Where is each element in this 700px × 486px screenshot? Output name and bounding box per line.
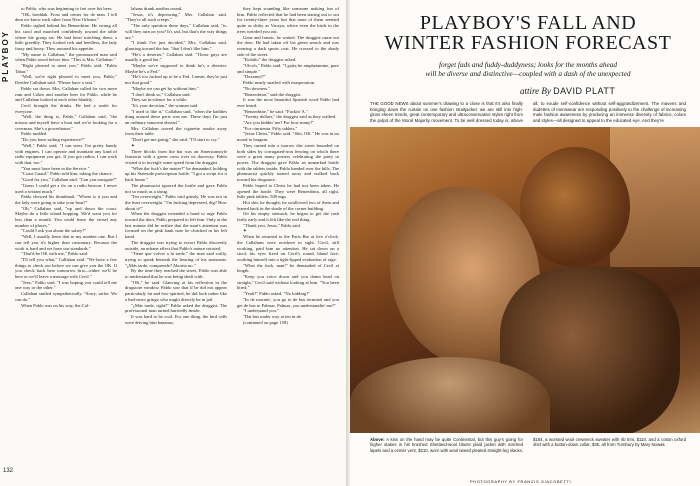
story-paragraph: They turned into a narrow dirt street bounded on both sides by corrugated-iron fencing on which there were a great many posters celebrating the party in power. The druggist gave Pablo an unmarked bottle with the tablets inside. Pablo handed over the bills. The pharmacist quickly turned away and walked back toward his drugstore. [237,142,339,183]
story-paragraph: "Twenty dollars," the druggist said as they walked. [243,114,337,120]
story-paragraph: "You must have been in the Service." [21,165,90,171]
story-paragraph: Gene and frantic, he waited. The druggist came out the door. He had taken off his green smock and was wearing a dark sports coat. He crossed to the shady side of the street. [237,34,339,57]
story-paragraph: On his empty stomach, he began to get the rush fairly early and it felt like the real thing. [237,211,339,223]
deck [370,60,686,78]
deck-line-2: will be diverse and distinctive—coupled with a dash of the unexpected [425,69,631,78]
story-paragraph: "OK," he said. Glancing at his reflection in the drugstore window, Pablo saw that if he did not appear particularly fat and low-spirited, he did look rather like a bad-news gringo who might directly be in jail. [125,279,227,302]
story-paragraph: "Coast Guard," Pablo told him, taking the chance. [21,171,113,177]
story-paragraph: "Jesus, it's depressing," Mrs. Callahan said. "They're all such creeps." [125,11,227,23]
story-paragraph: "What the fuck, man!" he demanded of Cecil at length. [237,262,339,274]
headline-line-2: WINTER FASHION FORECAST [384,32,672,54]
story-paragraph: "I think I've just decided," Mrs. Callahan said, glancing toward the bar, "that I don't like him." [125,40,227,51]
story-paragraph: "Guess I could get a fix on a radio beacon. I never used a sextant much." [15,182,117,194]
story-paragraph: ✦ [131,142,135,148]
story-paragraph: "I don't think so," Callahan said. [131,91,191,97]
photo-caption [370,437,686,453]
story-paragraph: "Well, the thing is, Pablo," Callahan said, "the missus and myself have a boat and we're looking for a crewman. She's a powerhouse." [15,114,117,131]
story-paragraph: "Benzedrina," said the druggist. [243,91,302,97]
story-paragraph: to Pablo, who was beginning to fret over his beer. [21,6,113,11]
story-paragraph: "For cincuenta. Fifty tablets." [243,125,298,131]
story-paragraph: "Oh," Callahan said, "up and down the coast. Maybe do a little island hopping. We'd want you for less than a month. You could leave the vessel any number of places." [15,205,117,228]
story-column-2 [125,6,227,478]
story-paragraph: It was hard to be cool. For one thing, the bird calls were driving him bananas; [125,313,227,325]
story-paragraph: "He's too fucked up to be a Fed. I mean, they're just not that good." [125,74,227,86]
story-paragraph: Pablo sighed behind his Benzedrine. He swung all his stool and marched confidently toward the table where the group sat. He had been watching them, a little greedily. They looked rich and heedless, the lady fussy and bossy. They aroused his appetite. [15,23,117,51]
story-paragraph: "Uh-oh," Pablo said. "I gotta be amphetamine, pure and simple." [237,63,339,74]
story-paragraph: "What the fuck's the matter?" he demanded, holding up his Stateside prescription bottle. "I got a script for it back home." [125,165,227,183]
headline-line-1: PLAYBOY'S FALL AND [419,12,637,34]
story-paragraph: "That'd be OK with me," Pablo said. [21,251,89,257]
caption-paragraph [370,437,686,453]
story-paragraph: Hot shit, he thought; he swallowed two of them and leaned back in the shade of the corner building. [237,199,339,211]
story-paragraph: Three blocks from the bar was an Americanstyle farmacia with a green cross over its doorway. Pablo visited it to inveigle some speed from the druggist. [125,148,227,165]
story-paragraph: They sat in silence for a while. [131,97,188,103]
story-paragraph: "Do you have sailing experience?" [21,137,85,143]
intro-text [370,101,686,123]
story-paragraph: "Dexamyl?" [243,74,266,80]
caption-lead: Above: [370,437,385,442]
story-paragraph: ✦ [243,228,247,234]
deck-line-1: forget fads and fuddy-duddyness; looks for the months ahead [438,60,618,69]
story-paragraph: "It's your decision," the woman said. [131,102,199,108]
story-paragraph: By the time they reached the street, Pablo was able to understand that he was being dealt with. [125,268,227,280]
story-paragraph: lahans drank another round. [131,6,183,11]
photo-head-man [520,147,630,267]
story-paragraph: "My name is Callahan," the pronounced man said when Pablo stood before him. "This is Mrs. Callahan." [15,51,117,63]
story-paragraph: When Pablo was on his way, the Cal- [21,302,90,308]
story-paragraph: "Maybe we can get by without him." [131,85,199,91]
byline [520,86,680,96]
story-paragraph: (continued on page 158) [243,319,288,325]
story-paragraph: "I understand you." [243,308,279,314]
side-label: PLAYBOY [1,30,10,82]
story-paragraph: "Tiene que volver a la tarde," the man said softly, trying to speak beneath the hearing of his assistants. "¿Más tarde, comprende? Ahorita no." [125,251,227,268]
story-paragraph: Mrs. Callahan waved the cigarette smoke away from their table. [125,125,227,137]
story-paragraph: The pharmacist ignored the bottle and gave Pablo not so much as a shrug. [125,182,227,194]
headline [370,13,686,53]
story-paragraph: It was the most beautiful Spanish word Pablo had ever heard. [237,97,339,108]
story-paragraph: "Well, we're right pleased to meet you, Pablo," Deedee Callahan said. "Please have a seat." [15,74,117,86]
story-paragraph: "Could I ask you about the salary?" [21,228,87,234]
story-paragraph: Pablo sat down. Mrs. Callahan called for two more rum and Cokes and another beer for Pablo, while he and Callahan looked at each other blankly. [15,85,117,103]
fashion-photo [350,127,700,433]
story-paragraph: "Keep you voice down and you damn head on straight," Cecil said without looking at him. "You been hired." [237,274,339,291]
story-paragraph: "Don't get me going," she said. "I'll start to cry." [131,137,220,143]
story-paragraph: they kept sounding like someone making fun of him. Pablo reflected that he had been staring out to sea for twenty-three years but that none of them seemed quite as shitty as Vacaya, where even the birds in the trees weirded you out. [237,6,339,34]
page-number: 132 [3,468,14,474]
story-column-1 [15,6,117,478]
story-paragraph: "Right pleased to meet you," Pablo said. "Pablo Tabor." [15,63,117,74]
story-paragraph: "Thank you, Jesus," Pablo said. [243,222,301,228]
story-paragraph: "OK, breddah. Frost and center for de man. I tell dem we know each other from New Orleans." [15,11,117,23]
story-paragraph: "I'm overweight," Pablo said grimly. He was not in the least overweight. "I'm fucking depressed, dig? How about it?" [125,194,227,211]
story-paragraph: "Well, I usually leave that to my number one. But I can tell you it's higher than customary. Because the work is hard and we have our standards." [15,234,117,251]
story-paragraph: When he returned to the Paris Bar at five o'clock, the Callahans were nowhere in sight. Cecil, still working, paid him no attention. He sat down on a stool, his eyes fixed on Cecil's round, bland face, working himself into a tight-lipped evaluation of rage. [237,234,339,262]
story-paragraph: "The only question these days," Callahan said, "is, will they turn on you? It's sad, but that's the way things are." [125,23,227,40]
story-paragraph: Pablo nearly snarled with exasperation. [243,80,316,86]
story-paragraph: "I'll tell you what," Callahan said. "We have a few things to check out before we can give you the OK. If you check back here tomorrow first—either we'll be here or we'll leave a message with Cecil." [15,256,117,280]
story-paragraph: Pablo chewed his thumbnail. "Where is it you and the lady were going to take your boat?" [15,194,117,205]
left-page [0,0,346,486]
story-paragraph: "Are you kiddin' me? For how many?" [243,120,315,126]
story-paragraph: "Yeah?" Pablo asked. "No kidding?" [243,291,311,297]
byline-name: DAVID PLATT [553,86,616,96]
story-paragraph: "In de mornin', you go to de bus terminal and you get de bus to Palmas. Palmas, you understandin' me?" [237,296,339,308]
story-paragraph: "Well," Pablo said, "I can steer. I'm pretty handy with engines. I can operate and maintain any kind of radio equipment you got. If you got radios, I can work with that, too." [15,142,117,165]
story-paragraph: Callahan smiled sympathetically. "Sorry, sailor. We can do." [15,291,117,302]
story-paragraph: "I used to like it," Callahan said, "when the baddies thing around these parts was me. These days I'm just an ordinary innocent abroad." [125,108,227,126]
story-paragraph: "Good for you," Callahan said. "Can you navigate?" [21,177,117,183]
story-paragraph: "Dat bus under way at ten in de [243,313,301,319]
story-paragraph: "No downers." [243,85,271,91]
story-paragraph: Pablo hoped to Christ he had not been taken. He opened the bottle. They were Benzedrina, all right, little pink tablets, 500 mgs. [237,182,339,200]
story-column-3 [237,6,339,478]
caption-text: A kiss on the hand may be quite Continental, but this guy's going for higher stakes in his brushed Shetland-wool blazer plaid jacket with notched lapels and a center vent, $210, worn with wool tweed pleated straight-leg slacks, $184, a worsted wool crewneck sweater with rib trim, $110, and a cotton oxford shirt with a button-down collar, $35, all from Turnbury by Mary Nowak. [370,437,686,453]
intro-paragraph: THE GOOD NEWS about summer's drawing to a close is that it's also finally bringing down the curtain on one fashion straitjacket: we are still into high-gloss sheen trends, great contemporary and ultraconservative styles right from the pulpit of the Moral Majority movement. To be well dressed today is, above all, to exude self-confidence without self-aggrandizement. The mavens and dudettes of menswear are responding positively to the challenge of increasing male fashion awareness by producing an immense diversity of fabrics, colors and styles—all designed to appeal to the educated eye. And they're [370,101,686,123]
story-paragraph: "Jesus Christ," Pablo said. "Shit, OK." He was in no mood to bargain. [237,131,339,143]
story-paragraph: "¿Más tarde, right?" Pablo asked the druggist. The professional man turned hurriedly inside. [125,302,227,314]
story-paragraph: Pablo nodded. [21,131,48,137]
story-paragraph: "Maybe we're supposed to think he's a deserter. Maybe he's a Fed." [125,63,227,74]
story-paragraph: "Kolalio" the druggist asked. [243,57,297,63]
story-paragraph: When the druggist extended a hand to urge Pablo toward the door, Pablo prepared to left him. Only at the last minute did he realize that the man's attention was focused on the pink bank note he clutched in his left hand. [125,211,227,240]
photo-credit: PHOTOGRAPHY BY FRANCIS GIACOBETTI [470,479,572,484]
story-paragraph: "Jeez," Pablo said. "I was hoping you could tell me one way or the other." [15,279,117,291]
byline-prefix: attire By [520,86,551,96]
story-paragraph: Cecil brought the drinks. He had a smile for everyone. [15,102,117,114]
story-paragraph: "Benzedrine," he said. "Fuckin' A." [243,108,308,114]
story-paragraph: The druggist was trying to escort Pablo discreetly outside, an urbane effect that Pablo's nature resisted. [125,239,227,251]
story-paragraph: "He's a deserter," Callahan said. "Those guys are usually a good bet." [125,51,227,63]
